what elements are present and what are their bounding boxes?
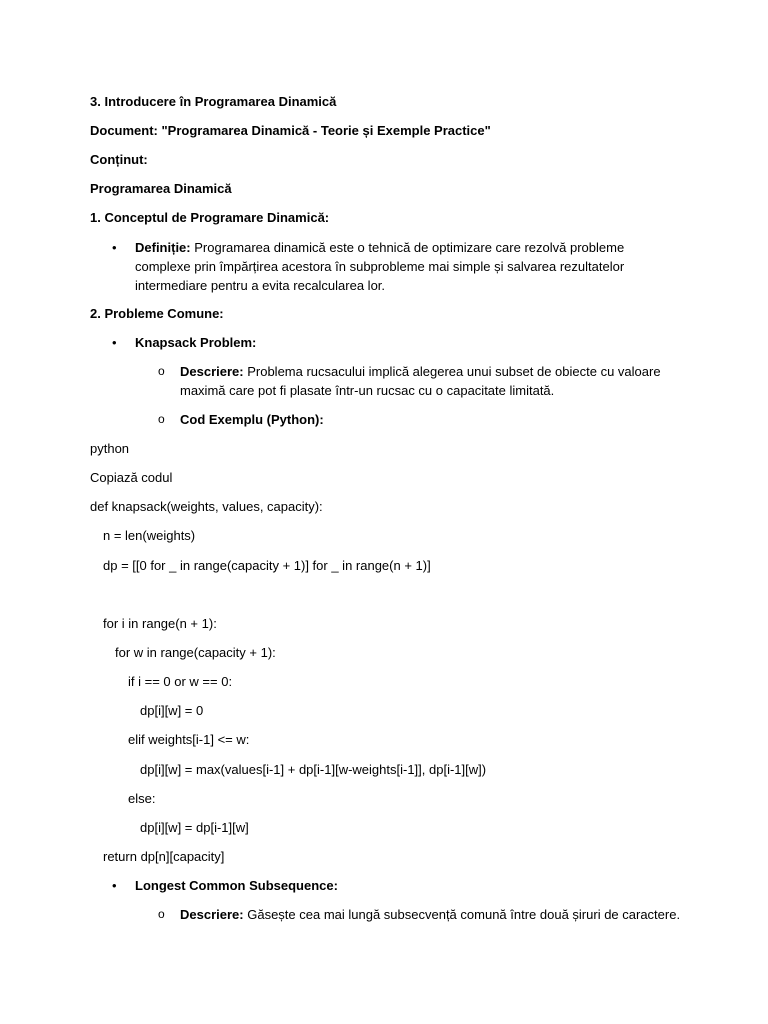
code-line: return dp[n][capacity] bbox=[103, 849, 225, 864]
sub-bullet-marker: o bbox=[158, 364, 165, 378]
lcs-desc-body: Găsește cea mai lungă subsecvență comună între două șiruri de caractere. bbox=[243, 907, 681, 922]
code-line: dp[i][w] = 0 bbox=[140, 703, 204, 718]
lcs-title: Longest Common Subsequence: bbox=[135, 878, 338, 893]
knapsack-title: Knapsack Problem: bbox=[135, 335, 257, 350]
lcs-desc-label: Descriere: bbox=[180, 907, 244, 922]
document-line: Document: "Programarea Dinamică - Teorie și Exemple Practice" bbox=[90, 123, 491, 138]
content-label: Conținut: bbox=[90, 152, 148, 167]
bullet-marker: • bbox=[112, 240, 117, 255]
sub-bullet-marker: o bbox=[158, 412, 165, 426]
problems-heading: 2. Probleme Comune: bbox=[90, 306, 224, 321]
definition-body: Programarea dinamică este o tehnică de optimizare care rezolvă probleme complexe prin împărțirea acestora în subprobleme mai simple și salvarea rezultatelor intermediare pentru a evita recalcularea lor. bbox=[135, 240, 625, 293]
code-example-label: Cod Exemplu (Python): bbox=[180, 412, 324, 427]
knapsack-description bbox=[180, 362, 680, 400]
knapsack-desc-label: Descriere: bbox=[180, 364, 244, 379]
code-language-label: python bbox=[90, 441, 130, 456]
code-line: dp[i][w] = dp[i-1][w] bbox=[140, 820, 249, 835]
bullet-marker: • bbox=[112, 878, 117, 893]
code-line: if i == 0 or w == 0: bbox=[128, 674, 233, 689]
concept-heading: 1. Conceptul de Programare Dinamică: bbox=[90, 210, 330, 225]
section-title: 3. Introducere în Programarea Dinamică bbox=[90, 94, 337, 109]
bullet-marker: • bbox=[112, 335, 117, 350]
code-line: dp[i][w] = max(values[i-1] + dp[i-1][w-weights[i-1]], dp[i-1][w]) bbox=[140, 762, 487, 777]
code-line: for i in range(n + 1): bbox=[103, 616, 217, 631]
main-heading: Programarea Dinamică bbox=[90, 181, 232, 196]
code-line: for w in range(capacity + 1): bbox=[115, 645, 276, 660]
definition-text bbox=[135, 238, 680, 295]
code-line: def knapsack(weights, values, capacity): bbox=[90, 499, 323, 514]
copy-code-button[interactable]: Copiază codul bbox=[90, 470, 173, 485]
definition-label: Definiție: bbox=[135, 240, 191, 255]
code-line: n = len(weights) bbox=[103, 528, 196, 543]
knapsack-desc-body: Problema rucsacului implică alegerea unui subset de obiecte cu valoare maximă care pot fi plasate într-un rucsac cu o capacitate limitată. bbox=[180, 364, 661, 398]
sub-bullet-marker: o bbox=[158, 907, 165, 921]
code-line: else: bbox=[128, 791, 156, 806]
lcs-description bbox=[180, 905, 740, 924]
code-line: elif weights[i-1] <= w: bbox=[128, 732, 250, 747]
code-line: dp = [[0 for _ in range(capacity + 1)] for _ in range(n + 1)] bbox=[103, 558, 431, 573]
